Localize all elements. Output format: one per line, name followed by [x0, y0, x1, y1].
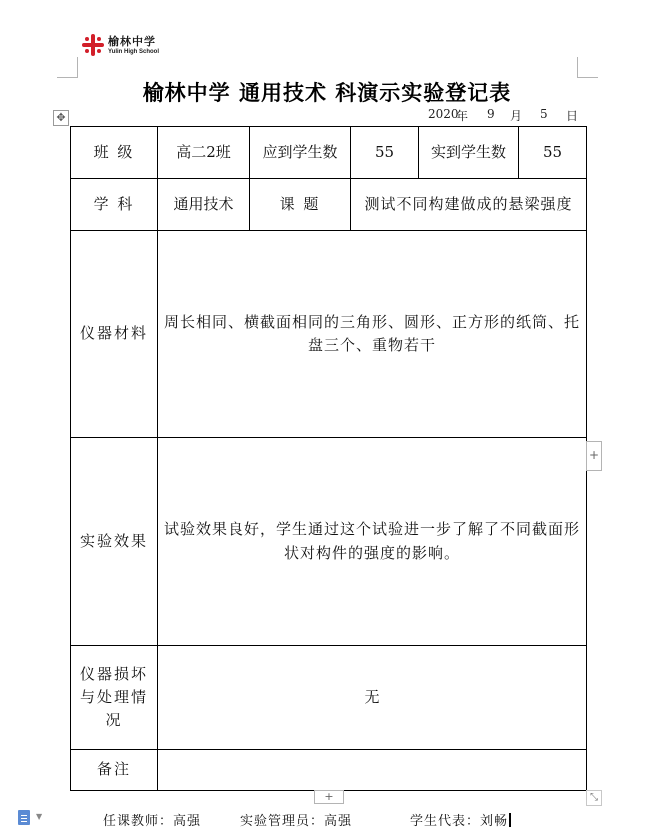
- student-rep-line: [410, 810, 511, 829]
- table-move-handle-icon[interactable]: ✥: [53, 110, 69, 126]
- subject-label: 学 科: [71, 179, 158, 231]
- logo-mark-icon: [82, 34, 104, 56]
- remarks-value[interactable]: [158, 750, 587, 791]
- table-row: [71, 231, 587, 438]
- page-title: 榆林中学 通用技术 科演示实验登记表: [142, 81, 512, 105]
- remarks-label: 备注: [71, 750, 158, 791]
- table-row: [71, 750, 587, 791]
- teacher-signature: 任课教师：高强: [103, 814, 202, 829]
- table-row: [71, 127, 587, 179]
- add-row-button[interactable]: +: [314, 790, 344, 804]
- table-row: [71, 179, 587, 231]
- effect-label: 实验效果: [71, 438, 158, 646]
- add-column-button[interactable]: +: [586, 441, 602, 471]
- date-month-unit: 月: [510, 109, 523, 123]
- damage-label: 仪器损坏与处理情况: [71, 646, 158, 750]
- school-logo: [82, 34, 159, 56]
- logo-name-cn: 榆林中学: [108, 34, 156, 48]
- actual-students-value[interactable]: 55: [519, 127, 587, 179]
- materials-label: 仪器材料: [71, 231, 158, 438]
- table-row: [71, 438, 587, 646]
- margin-corner-top-left: [57, 57, 78, 78]
- expected-students-label: 应到学生数: [250, 127, 351, 179]
- expected-students-value[interactable]: 55: [351, 127, 419, 179]
- registration-table: [70, 126, 587, 791]
- table-row: [71, 646, 587, 750]
- logo-name-en: Yulin High School: [108, 48, 159, 55]
- chevron-down-icon[interactable]: ▼: [36, 812, 43, 821]
- actual-students-label: 实到学生数: [419, 127, 519, 179]
- document-icon[interactable]: [18, 810, 30, 825]
- margin-corner-top-right: [577, 57, 598, 78]
- class-value[interactable]: 高二2班: [158, 127, 250, 179]
- manager-signature: 实验管理员：高强: [240, 814, 353, 829]
- topic-value[interactable]: 测试不同构建做成的悬梁强度: [351, 179, 587, 231]
- text-cursor: [509, 813, 511, 827]
- date-year: 2020: [428, 107, 459, 121]
- subject-value[interactable]: 通用技术: [158, 179, 250, 231]
- materials-value[interactable]: 周长相同、横截面相同的三角形、圆形、正方形的纸筒、托盘三个、重物若干: [158, 231, 587, 438]
- table-resize-handle-icon[interactable]: ⤡: [586, 790, 602, 806]
- student-rep-signature: 学生代表：刘畅: [410, 814, 509, 829]
- damage-value[interactable]: 无: [158, 646, 587, 750]
- date-year-unit: 年: [456, 109, 469, 123]
- effect-value[interactable]: 试验效果良好，学生通过这个试验进一步了解了不同截面形状对构件的强度的影响。: [158, 438, 587, 646]
- date-month: 9: [487, 107, 495, 121]
- topic-label: 课 题: [250, 179, 351, 231]
- date-day: 5: [540, 107, 548, 121]
- class-label: 班 级: [71, 127, 158, 179]
- date-day-unit: 日: [566, 109, 579, 123]
